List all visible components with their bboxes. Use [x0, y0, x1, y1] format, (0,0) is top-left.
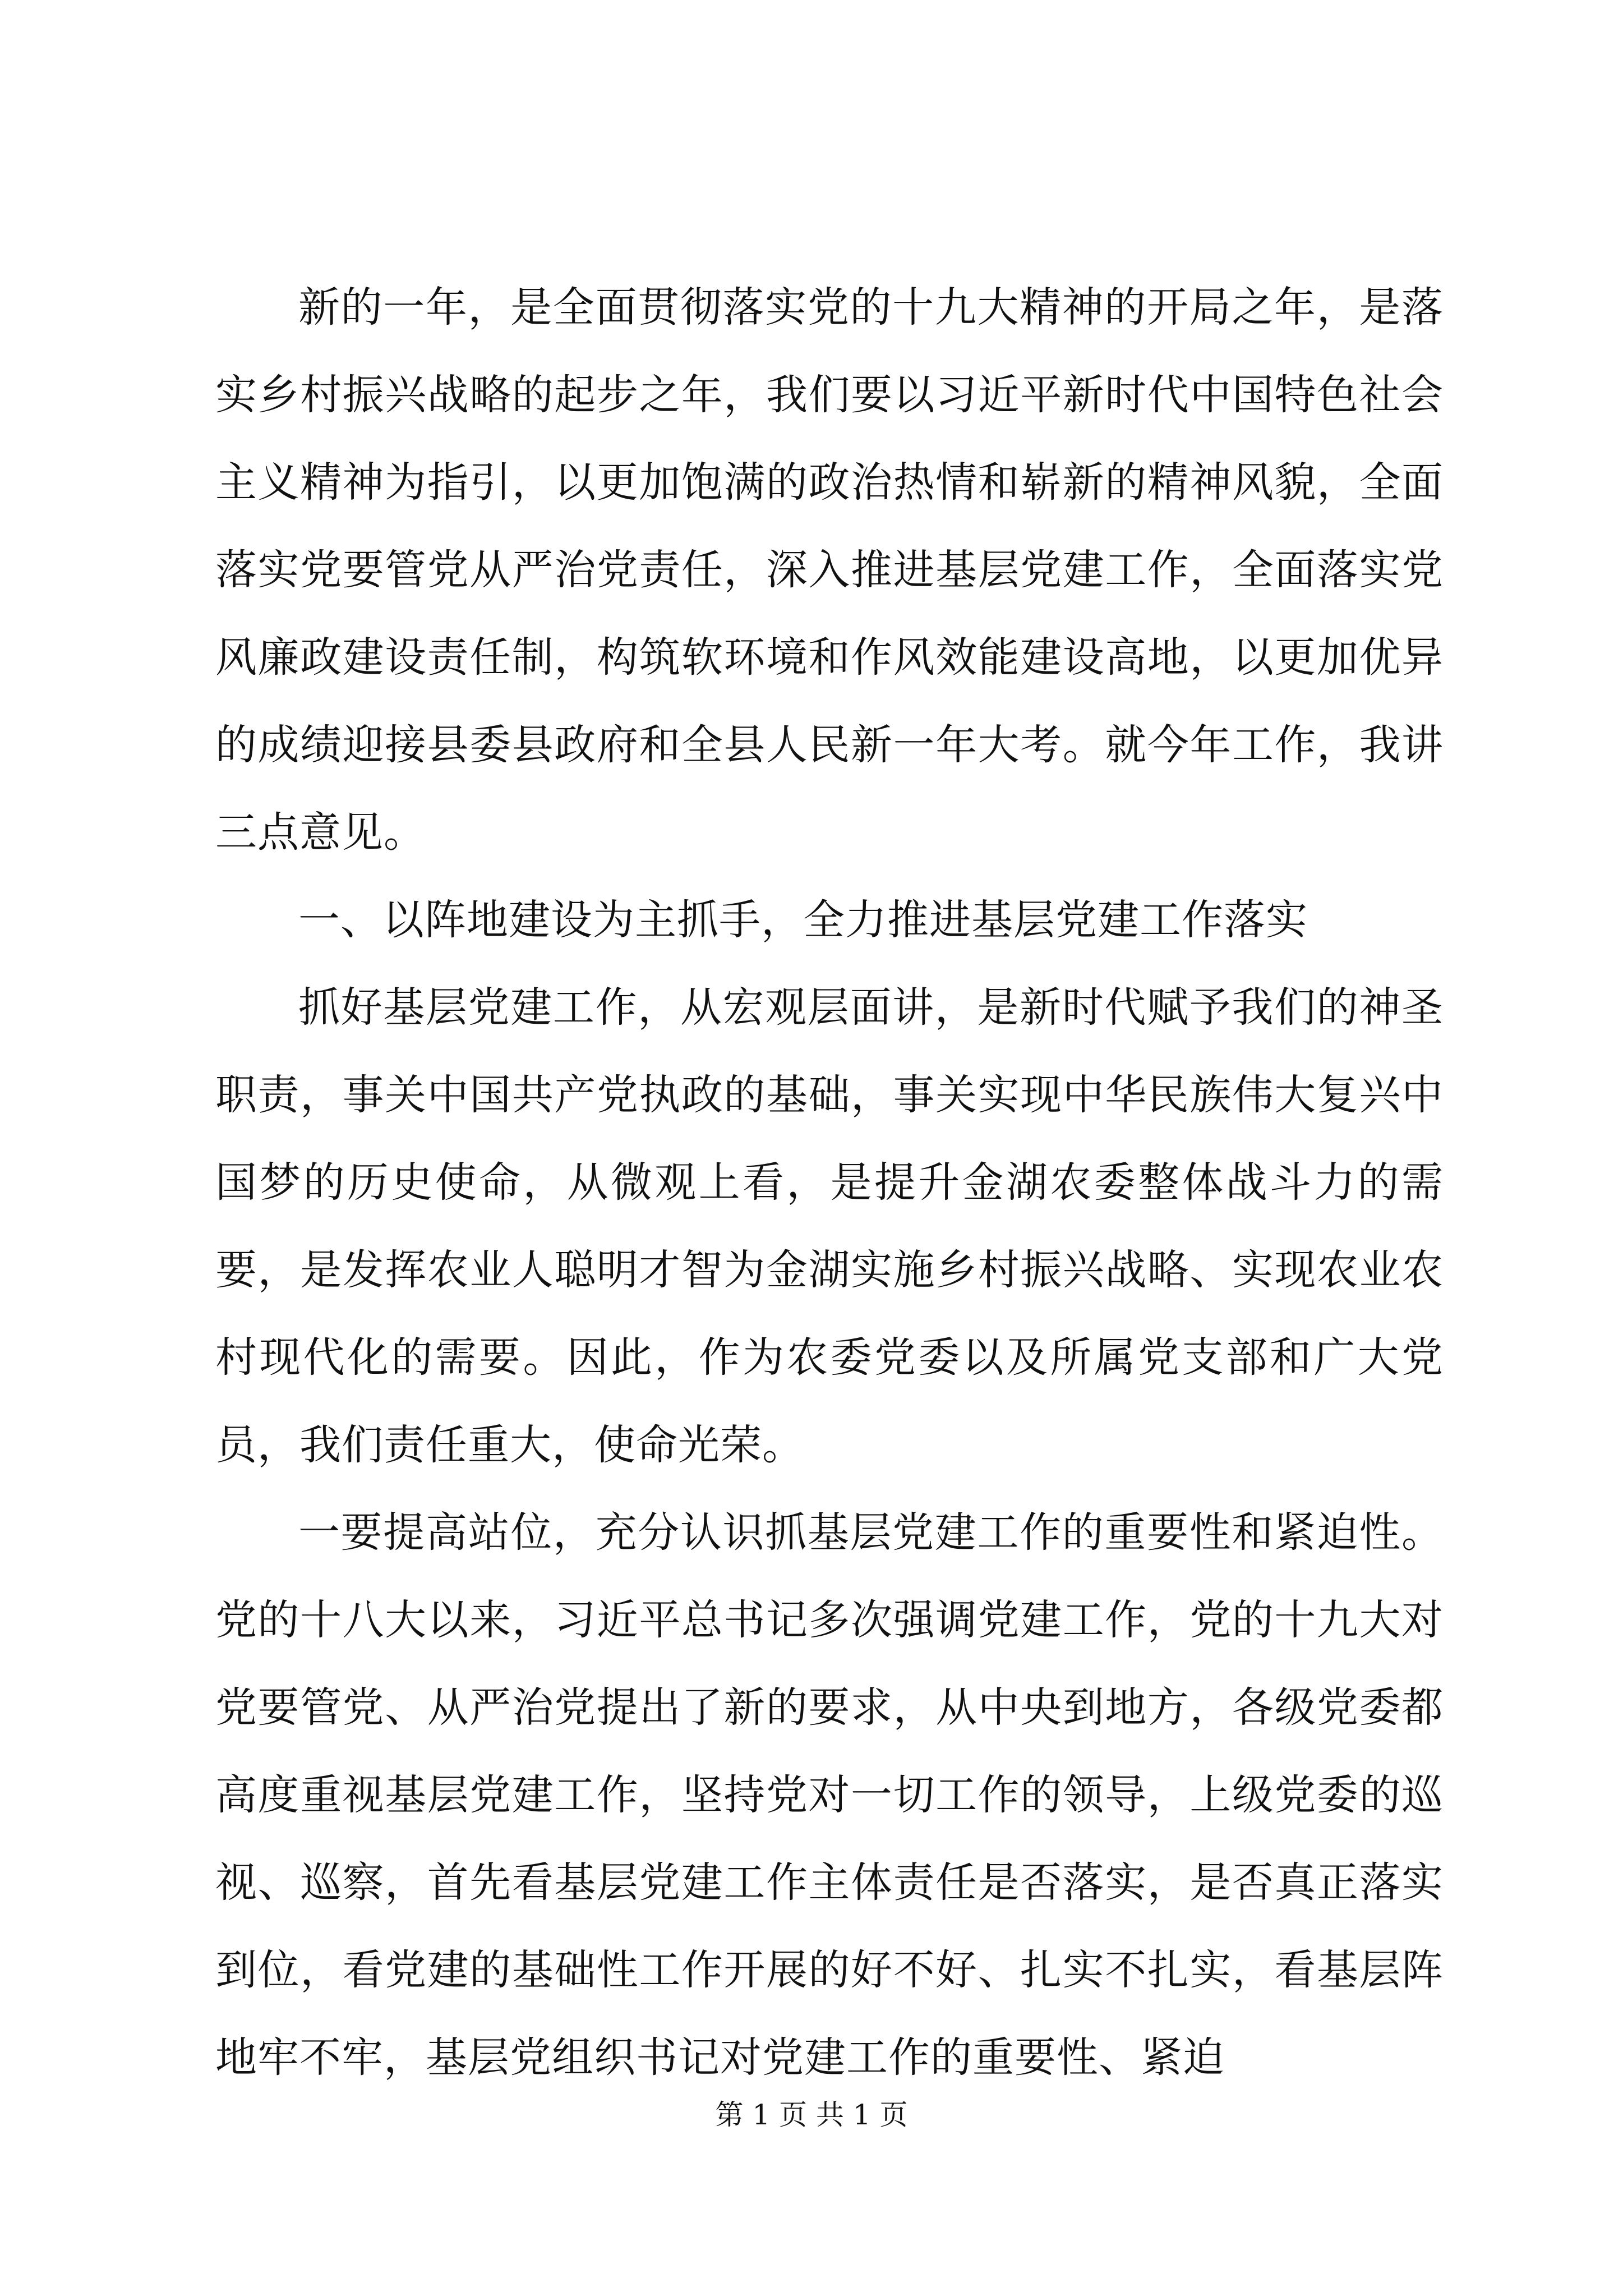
page-footer: 第 1 页 共 1 页: [715, 2099, 908, 2131]
paragraph-section-1: 抓好基层党建工作，从宏观层面讲，是新时代赋予我们的神圣职责，事关中国共产党执政的基础，事关实现中华民族伟大复兴中国梦的历史使命，从微观上看，是提升金湖农委整体战斗力的需要，是发挥农业人聪明才智为金湖实施乡村振兴战略、实现农业农村现代化的需要。因此，作为农委党委以及所属党支部和广大党员，我们责任重大，使命光荣。: [215, 983, 1444, 1469]
paragraph-intro: 新的一年，是全面贯彻落实党的十九大精神的开局之年，是落实乡村振兴战略的起步之年，我们要以习近平新时代中国特色社会主义精神为指引，以更加饱满的政治热情和崭新的精神风貌，全面落实党要管党从严治党责任，深入推进基层党建工作，全面落实党风廉政建设责任制，构筑软环境和作风效能建设高地，以更加优异的成绩迎接县委县政府和全县人民新一年大考。就今年工作，我讲三点意见。: [215, 283, 1444, 857]
paragraph-point-1: 一要提高站位，充分认识抓基层党建工作的重要性和紧迫性。党的十八大以来，习近平总书记多次强调党建工作，党的十九大对党要管党、从严治党提出了新的要求，从中央到地方，各级党委都高度重视基层党建工作，坚持党对一切工作的领导，上级党委的巡视、巡察，首先看基层党建工作主体责任是否落实，是否真正落实到位，看党建的基础性工作开展的好不好、扎实不扎实，看基层阵地牢不牢，基层党组织书记对党建工作的重要性、紧迫: [215, 1508, 1444, 2082]
section-heading-1: 一、以阵地建设为主抓手，全力推进基层党建工作落实: [298, 896, 1308, 944]
document-body: [215, 264, 1444, 2101]
